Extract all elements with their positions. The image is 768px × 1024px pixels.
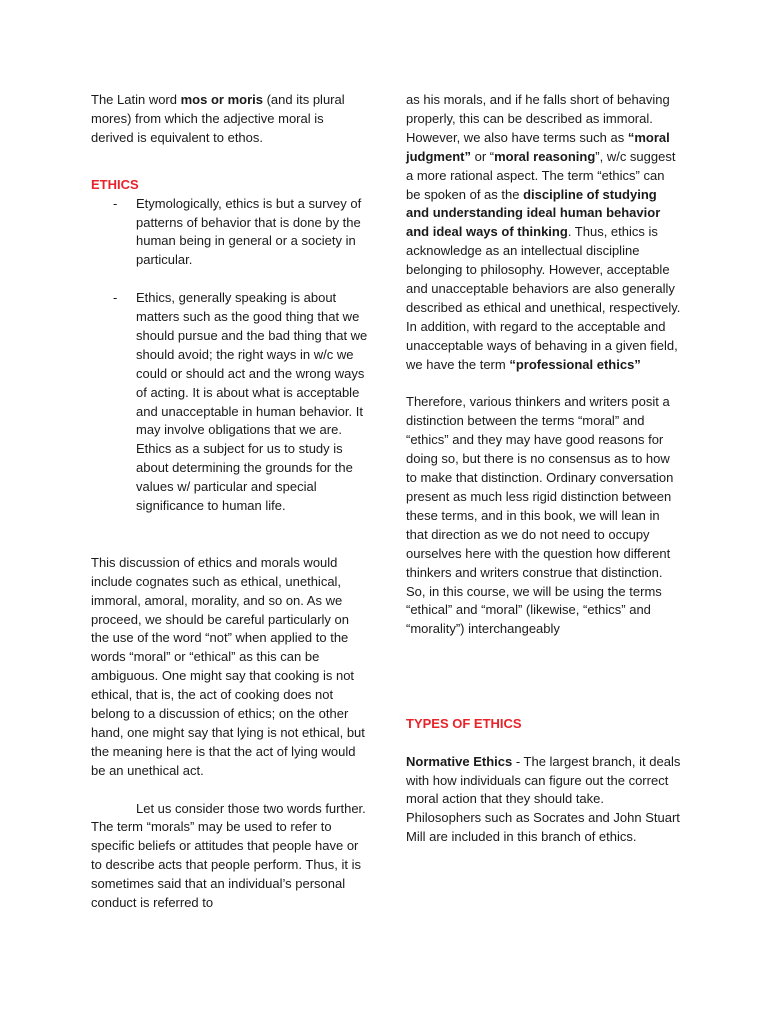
therefore-paragraph: Therefore, various thinkers and writers posit a distinction between the terms “moral” and “ethics” and they may have good reasons for doing so, but there is no consensus as to how to make that distinction. Ordinary conversation present as much less rigid distinction between these terms, and in this book, we will lean in that direction as we do not need to occupy ourselves here with the question how different thinkers and writers construe that distinction. So, in this course, we will be using the terms “ethical” and “moral” (likewise, “ethics” and “morality”) interchangeably xyxy=(406,394,674,637)
intro-bold-term: mos or moris xyxy=(180,92,263,107)
bullet-item xyxy=(91,195,368,271)
continuation-text: or “ xyxy=(471,148,495,164)
bullet-item xyxy=(91,289,368,516)
bullet-text: Ethics, generally speaking is about matters such as the good thing that we should pursue and the bad thing that we should avoid; the right ways in w/c we could or should act and the wrong ways of acting. It is about what is acceptable and unacceptable in human behavior. It may involve obligations that we are. Ethics as a subject for us to study is about determining the grounds for the values w/ particular and special significance to human life. xyxy=(136,290,368,514)
continuation-text: ”, w/c suggest a more rational aspect. The term “ethics” can be spoken of as the xyxy=(406,148,676,202)
ethics-definition-term: discipline of studying and understanding ideal human behavior and ideal ways of thinking xyxy=(406,186,661,240)
ethics-heading: ETHICS xyxy=(91,176,139,192)
discussion-paragraph: This discussion of ethics and morals would include cognates such as ethical, unethical, immoral, amoral, morality, and so on. As we proceed, we should be careful particularly on the use of the word “not” when applied to the words “moral” or “ethical” as this can be ambiguous. One might say that cooking is not ethical, that is, the act of cooking does not belong to a discussion of ethics; on the other hand, one might say that lying is not ethical, but the meaning here is that the act of lying would be an unethical act. xyxy=(91,554,365,778)
continuation-text: as his morals, and if he falls short of behaving properly, this can be described as immoral. However, we also have terms such as xyxy=(406,92,670,145)
continuation-text: . Thus, ethics is acknowledge as an intellectual discipline belonging to philosophy. However, acceptable and unacceptable behaviors are also generally described as ethical and unethical, respectively. In addition, with regard to the acceptable and unacceptable ways of behaving in a given field, we have the term xyxy=(406,224,681,372)
normative-ethics-label: Normative Ethics xyxy=(406,753,513,769)
bullet-dash: - xyxy=(113,195,118,211)
moral-judgment-term: “moral judgment” xyxy=(406,129,670,164)
bullet-dash: - xyxy=(113,290,118,306)
consider-paragraph: Let us consider those two words further. The term “morals” may be used to refer to specific beliefs or attitudes that people have or to describe acts that people perform. Thus, it is sometimes said that an individual’s personal conduct is referred to xyxy=(91,800,366,911)
intro-paragraph xyxy=(91,91,368,148)
intro-text: The Latin word xyxy=(91,92,181,107)
intro-text-end: (and its plural mores) from which the adjective moral is derived is equivalent to ethos. xyxy=(91,92,345,145)
professional-ethics-term: “professional ethics” xyxy=(509,356,641,372)
normative-ethics-text: - The largest branch, it deals with how individuals can figure out the correct moral action that they should take. Philosophers such as Socrates and John Stuart Mill are included in this branch of ethics. xyxy=(406,753,681,845)
moral-reasoning-term: moral reasoning xyxy=(494,148,596,164)
bullet-text: Etymologically, ethics is but a survey of patterns of behavior that is done by the human being in general or a society in particular. xyxy=(136,195,362,268)
continuation-paragraph xyxy=(406,91,682,375)
left-column xyxy=(91,91,368,913)
right-column xyxy=(406,91,682,847)
normative-ethics-paragraph xyxy=(406,753,682,848)
types-of-ethics-heading: TYPES OF ETHICS xyxy=(406,715,522,731)
ethics-bullet-list xyxy=(91,195,368,516)
